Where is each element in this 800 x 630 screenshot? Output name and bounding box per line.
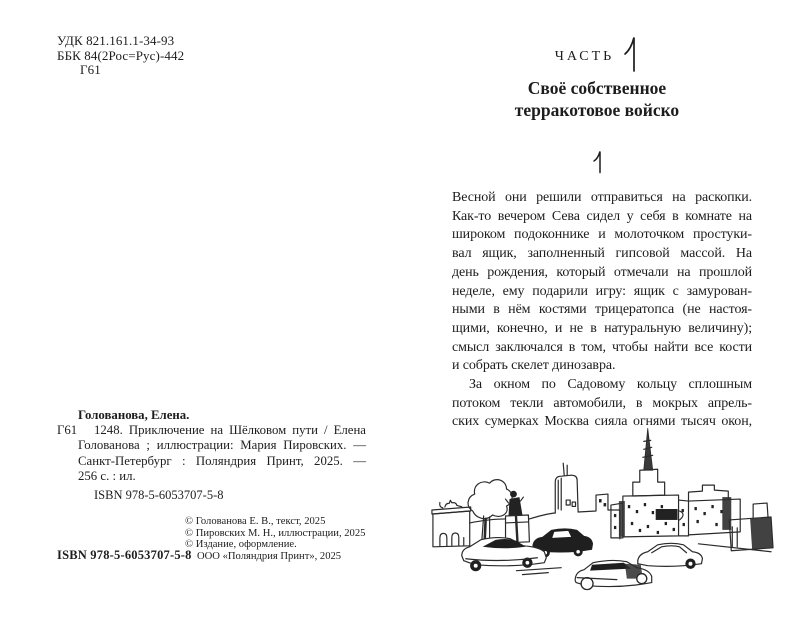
statue-figure (510, 491, 517, 498)
part-label: ЧАСТЬ (554, 49, 615, 64)
body-text-line: щими, конечно, и не в натуральную величину); (452, 320, 752, 336)
catalog-card-line: Санкт-Петербург : Поляндрия Принт, 2025. — (78, 453, 366, 468)
catalog-card-text (78, 423, 366, 484)
catalog-card-body (57, 423, 367, 484)
body-text-line: и собрать скелет динозавра. (452, 358, 616, 374)
building-right-group (689, 485, 729, 501)
catalog-card-line: Голованова ; иллюстрации: Мария Пировских. — (78, 438, 366, 453)
copyright-line: © Голованова Е. В., текст, 2025 (185, 516, 326, 527)
motion-lines (516, 568, 561, 575)
section-heading (447, 150, 747, 179)
copyright-block (185, 516, 365, 562)
section-number-numeral (592, 150, 603, 174)
body-text-line: Как-то вечером Сева сидел у себя в комнате на (452, 208, 752, 224)
body-text-line: ских сумерках Москва сияла огнями тысяч окон, (452, 414, 752, 430)
udk-line: УДК 821.161.1-34-93 (57, 33, 175, 48)
body-text (452, 189, 752, 432)
chapter-title-line: терракотовое войско (514, 99, 680, 120)
isbn-footer: ISBN 978-5-6053707-5-8 (57, 548, 192, 562)
body-text-line: смысл заключался в том, чтобы найти все кости (452, 339, 752, 355)
author-sign-line: Г61 (80, 62, 101, 77)
body-text-line: ными в нём костями трицератопса (не настоя- (452, 302, 752, 318)
copyright-line: ООО «Поляндрия Принт», 2025 (197, 550, 342, 562)
body-text-line: неделе, ему подарили игру: ящик с замурован- (452, 283, 752, 299)
body-text-line: день рождения, который отмечали на прошлой (452, 264, 752, 280)
classification-block (57, 34, 184, 78)
catalog-card (57, 408, 367, 503)
chapter-title (447, 78, 747, 121)
copyright-line: © Пировских М. Н., иллюстрации, 2025 (185, 527, 366, 539)
body-text-line: потоком текли автомобили, в мокрых апрель- (452, 395, 752, 411)
catalog-card-line: 1248. Приключение на Шёлковом пути / Елена (94, 423, 366, 438)
catalog-card-author-sign: Г61 (57, 423, 78, 438)
catalog-card-isbn: ISBN 978-5-6053707-5-8 (94, 488, 224, 503)
cat-sketch (445, 500, 462, 507)
part-heading (447, 35, 747, 73)
chapter-title-line: Своё собственное (527, 78, 667, 98)
catalog-card-line: 256 с. : ил. (78, 468, 136, 483)
bbk-line: ББК 84(2Рос=Рус)-442 (57, 47, 185, 63)
body-text-line: Весной они решили отправиться на раскопки. (452, 190, 752, 205)
part-number-numeral (622, 35, 639, 73)
catalog-card-author: Голованова, Елена. (78, 408, 190, 422)
body-text-line: широком подоконнике и молоточком простуки- (452, 227, 752, 243)
dark-building-block (656, 509, 678, 520)
body-text-line: вал ящик, заполненный гипсовой массой. На (452, 246, 752, 262)
copyright-line: © Издание, оформление. (185, 539, 297, 551)
city-illustration (421, 414, 779, 606)
body-text-line: За окном по Садовому кольцу сплошным (469, 377, 752, 393)
